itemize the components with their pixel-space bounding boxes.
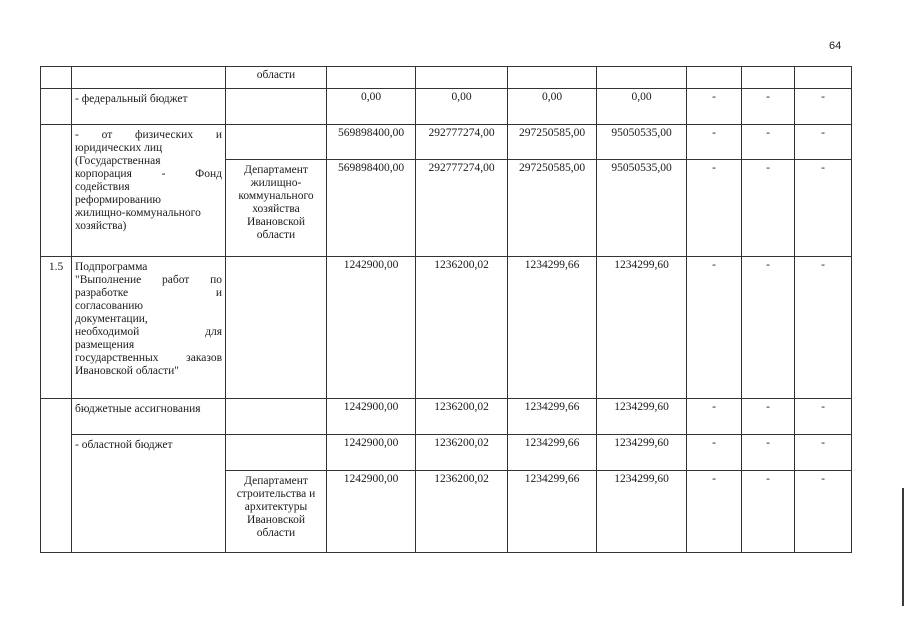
- dash-cell: -: [687, 257, 742, 399]
- table-row: [41, 435, 852, 471]
- dash-cell: -: [742, 435, 795, 471]
- value-cell: 1234299,60: [597, 399, 687, 435]
- value-cell: 1234299,66: [508, 399, 597, 435]
- value-cell: 297250585,00: [508, 160, 597, 257]
- name-line: (Государственная: [75, 155, 161, 167]
- table-row: [41, 257, 852, 399]
- number-cell: [41, 399, 72, 553]
- table-row: [41, 125, 852, 160]
- dash-cell: -: [687, 471, 742, 553]
- value-cell: 1236200,02: [416, 257, 508, 399]
- name-line: хозяйства): [75, 220, 127, 232]
- number-cell: [41, 89, 72, 125]
- dash-cell: [742, 67, 795, 89]
- value-cell: 0,00: [597, 89, 687, 125]
- dash-cell: -: [795, 160, 852, 257]
- dash-cell: -: [687, 160, 742, 257]
- name-line: реформированию: [75, 194, 161, 206]
- dash-cell: -: [742, 89, 795, 125]
- value-cell: 0,00: [416, 89, 508, 125]
- value-cell: 569898400,00: [327, 160, 416, 257]
- name-line: юридических лиц: [75, 142, 163, 154]
- name-line: государственных заказов: [75, 352, 222, 364]
- dash-cell: [687, 67, 742, 89]
- dash-cell: -: [742, 257, 795, 399]
- value-cell: 1236200,02: [416, 471, 508, 553]
- value-cell: 1234299,60: [597, 435, 687, 471]
- department-cell: [226, 399, 327, 435]
- name-line: документации,: [75, 313, 148, 325]
- value-cell: 1234299,60: [597, 471, 687, 553]
- dash-cell: -: [795, 257, 852, 399]
- value-cell: [597, 67, 687, 89]
- table-row: [41, 67, 852, 89]
- name-cell: бюджетные ассигнования: [72, 399, 226, 435]
- dash-cell: -: [795, 399, 852, 435]
- dash-cell: -: [742, 160, 795, 257]
- value-cell: 95050535,00: [597, 125, 687, 160]
- value-cell: 95050535,00: [597, 160, 687, 257]
- name-cell: [72, 67, 226, 89]
- value-cell: 292777274,00: [416, 160, 508, 257]
- value-cell: 297250585,00: [508, 125, 597, 160]
- dash-cell: -: [742, 125, 795, 160]
- scan-edge-mark: [902, 488, 904, 606]
- dash-cell: -: [742, 471, 795, 553]
- department-cell: Департамент жилищно-коммунального хозяйства Ивановской области: [226, 160, 327, 257]
- department-cell: [226, 435, 327, 471]
- name-line: "Выполнение работ по: [75, 274, 222, 286]
- name-line: Ивановской области": [75, 365, 179, 377]
- dash-cell: -: [687, 125, 742, 160]
- name-line: корпорация - Фонд: [75, 168, 222, 180]
- name-line: Подпрограмма: [75, 261, 148, 273]
- dash-cell: -: [742, 399, 795, 435]
- value-cell: 1234299,66: [508, 257, 597, 399]
- value-cell: 292777274,00: [416, 125, 508, 160]
- table-row: [41, 399, 852, 435]
- department-cell: [226, 89, 327, 125]
- dash-cell: -: [795, 471, 852, 553]
- name-cell: - областной бюджет: [72, 435, 226, 553]
- number-cell: [41, 125, 72, 257]
- name-cell: [72, 125, 226, 257]
- value-cell: 1242900,00: [327, 399, 416, 435]
- dash-cell: -: [795, 435, 852, 471]
- value-cell: 0,00: [327, 89, 416, 125]
- dash-cell: [795, 67, 852, 89]
- department-cell: области: [226, 67, 327, 89]
- dash-cell: -: [795, 89, 852, 125]
- dash-cell: -: [687, 435, 742, 471]
- name-line: содействия: [75, 181, 130, 193]
- budget-table: [40, 66, 852, 553]
- name-line: разработке и: [75, 287, 222, 299]
- page-number: 64: [829, 40, 842, 52]
- value-cell: [327, 67, 416, 89]
- value-cell: 1242900,00: [327, 471, 416, 553]
- number-cell: [41, 67, 72, 89]
- dash-cell: -: [795, 125, 852, 160]
- name-line: необходимой для: [75, 326, 222, 338]
- name-line: жилищно-коммунального: [75, 207, 201, 219]
- value-cell: [508, 67, 597, 89]
- dash-cell: -: [687, 89, 742, 125]
- table-row: [41, 89, 852, 125]
- department-cell: [226, 257, 327, 399]
- department-cell: [226, 125, 327, 160]
- name-cell: - федеральный бюджет: [72, 89, 226, 125]
- value-cell: 1234299,60: [597, 257, 687, 399]
- number-cell: 1.5: [41, 257, 72, 399]
- dash-cell: -: [687, 399, 742, 435]
- value-cell: 1236200,02: [416, 399, 508, 435]
- value-cell: [416, 67, 508, 89]
- value-cell: 1234299,66: [508, 471, 597, 553]
- value-cell: 569898400,00: [327, 125, 416, 160]
- value-cell: 1242900,00: [327, 435, 416, 471]
- name-line: - от физических и: [75, 129, 222, 141]
- value-cell: 1242900,00: [327, 257, 416, 399]
- department-cell: Департамент строительства и архитектуры Ивановской области: [226, 471, 327, 553]
- value-cell: 0,00: [508, 89, 597, 125]
- name-line: размещения: [75, 339, 135, 351]
- value-cell: 1236200,02: [416, 435, 508, 471]
- name-line: согласованию: [75, 300, 143, 312]
- name-cell: [72, 257, 226, 399]
- value-cell: 1234299,66: [508, 435, 597, 471]
